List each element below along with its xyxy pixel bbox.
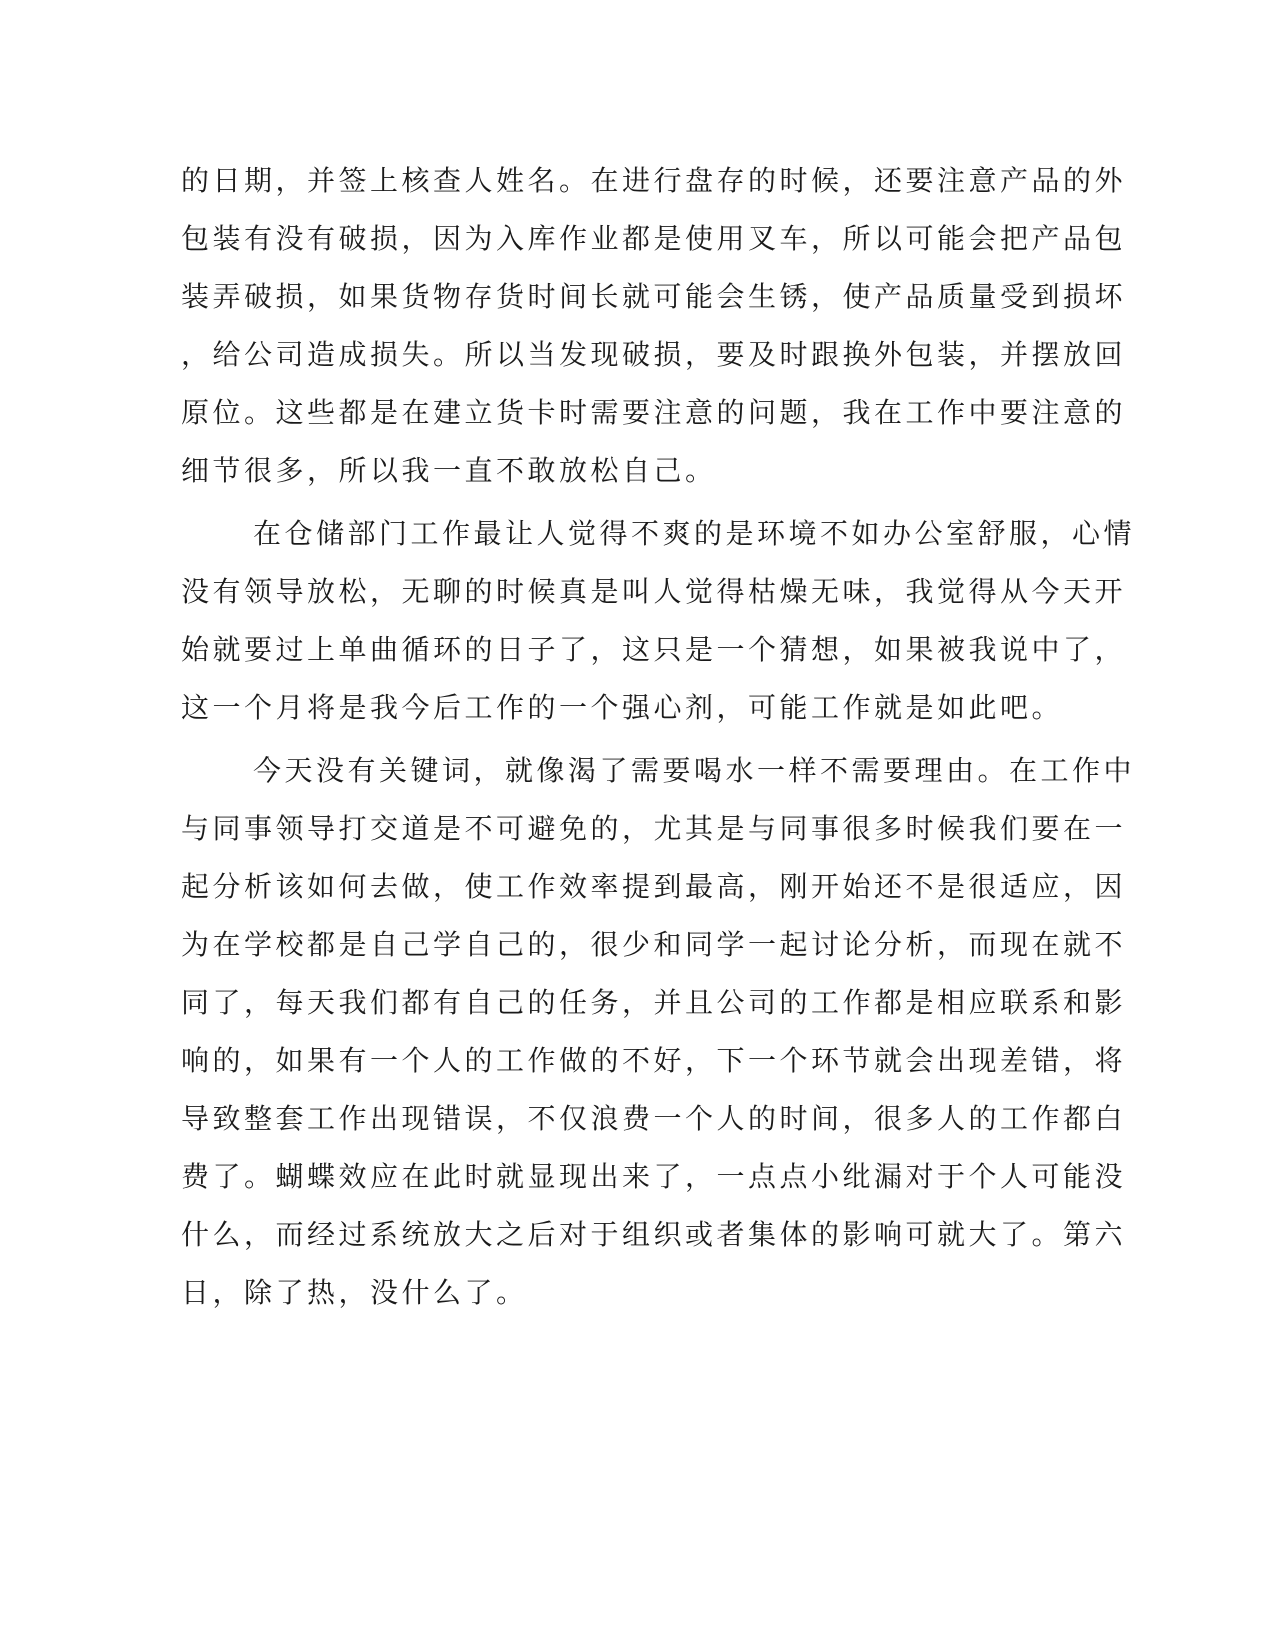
- paragraph-first-line: 在仓储部门工作最让人觉得不爽的是环境不如办公室舒服，心情: [253, 517, 1136, 550]
- text-line: 细节很多，所以我一直不敢放松自己。: [181, 454, 717, 487]
- text-line: 日，除了热，没什么了。: [181, 1276, 528, 1309]
- text-line: ，给公司造成损失。所以当发现破损，要及时跟换外包装，并摆放回: [181, 338, 1127, 371]
- text-line: 起分析该如何去做，使工作效率提到最高，刚开始还不是很适应，因: [181, 870, 1127, 903]
- text-line: 与同事领导打交道是不可避免的，尤其是与同事很多时候我们要在一: [181, 812, 1127, 845]
- text-line: 这一个月将是我今后工作的一个强心剂，可能工作就是如此吧。: [181, 691, 1064, 724]
- text-line: 费了。蝴蝶效应在此时就显现出来了，一点点小纰漏对于个人可能没: [181, 1160, 1127, 1193]
- text-line: 为在学校都是自己学自己的，很少和同学一起讨论分析，而现在就不: [181, 928, 1127, 961]
- text-line: 始就要过上单曲循环的日子了，这只是一个猜想，如果被我说中了，: [181, 633, 1127, 666]
- text-line: 没有领导放松，无聊的时候真是叫人觉得枯燥无味，我觉得从今天开: [181, 575, 1127, 608]
- text-line: 装弄破损，如果货物存货时间长就可能会生锈，使产品质量受到损坏: [181, 280, 1127, 313]
- text-line: 包装有没有破损，因为入库作业都是使用叉车，所以可能会把产品包: [181, 222, 1127, 255]
- text-line: 导致整套工作出现错误，不仅浪费一个人的时间，很多人的工作都白: [181, 1102, 1127, 1135]
- text-line: 原位。这些都是在建立货卡时需要注意的问题，我在工作中要注意的: [181, 396, 1127, 429]
- text-line: 同了，每天我们都有自己的任务，并且公司的工作都是相应联系和影: [181, 986, 1127, 1019]
- paragraph-first-line: 今天没有关键词，就像渴了需要喝水一样不需要理由。在工作中: [253, 754, 1136, 787]
- text-line: 什么，而经过系统放大之后对于组织或者集体的影响可就大了。第六: [181, 1218, 1127, 1251]
- text-line: 响的，如果有一个人的工作做的不好，下一个环节就会出现差错，将: [181, 1044, 1127, 1077]
- text-line: 的日期，并签上核查人姓名。在进行盘存的时候，还要注意产品的外: [181, 164, 1127, 197]
